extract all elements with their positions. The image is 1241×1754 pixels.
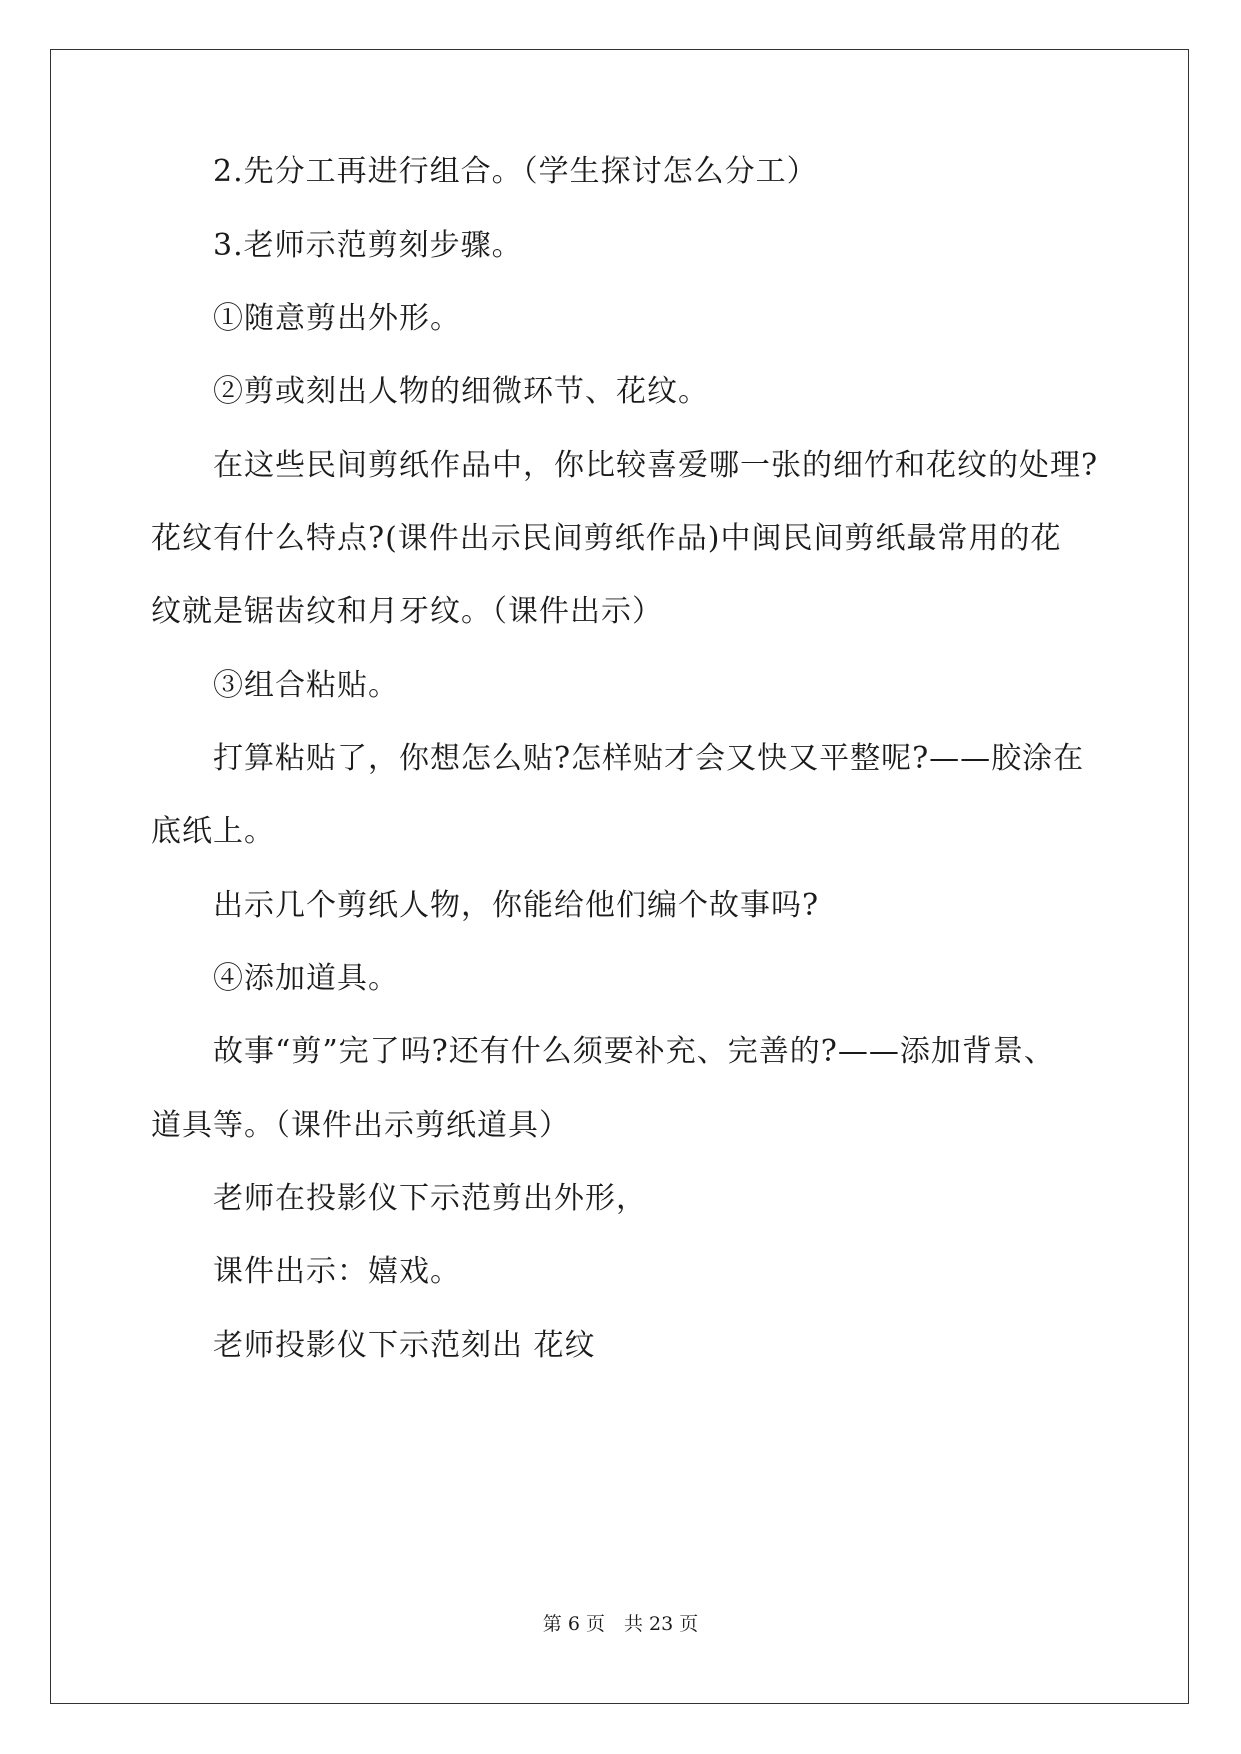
paragraph-line: 老师投影仪下示范刻出 花纹 <box>213 1328 596 1363</box>
paragraph-line: 出示几个剪纸人物，你能给他们编个故事吗? <box>213 888 820 923</box>
paragraph-line: ④添加道具。 <box>213 961 399 996</box>
paragraph-line: 在这些民间剪纸作品中，你比较喜爱哪一张的细竹和花纹的处理? <box>213 448 1099 483</box>
paragraph-line: 道具等。（课件出示剪纸道具） <box>151 1108 570 1143</box>
paragraph-line: 花纹有什么特点?(课件出示民间剪纸作品)中闽民间剪纸最常用的花 <box>151 521 1062 556</box>
paragraph-line: 纹就是锯齿纹和月牙纹。（课件出示） <box>151 594 663 629</box>
paragraph-line: 打算粘贴了，你想怎么贴?怎样贴才会又快又平整呢?——胶涂在 <box>213 741 1085 776</box>
paragraph-line: ②剪或刻出人物的细微环节、花纹。 <box>213 374 709 409</box>
paragraph-line: 故事“剪”完了吗?还有什么须要补充、完善的?——添加背景、 <box>213 1034 1055 1069</box>
paragraph-line: 底纸上。 <box>151 814 275 849</box>
paragraph-line: ①随意剪出外形。 <box>213 301 461 336</box>
paragraph-line: 课件出示：嬉戏。 <box>213 1254 461 1289</box>
page-number-footer: 第 6 页 共 23 页 <box>542 1613 699 1635</box>
paragraph-line: 3.老师示范剪刻步骤。 <box>213 228 523 263</box>
page-border <box>50 49 1189 1704</box>
paragraph-line: 老师在投影仪下示范剪出外形， <box>213 1181 647 1216</box>
paragraph-line: ③组合粘贴。 <box>213 668 399 703</box>
paragraph-line: 2.先分工再进行组合。（学生探讨怎么分工） <box>213 154 818 189</box>
